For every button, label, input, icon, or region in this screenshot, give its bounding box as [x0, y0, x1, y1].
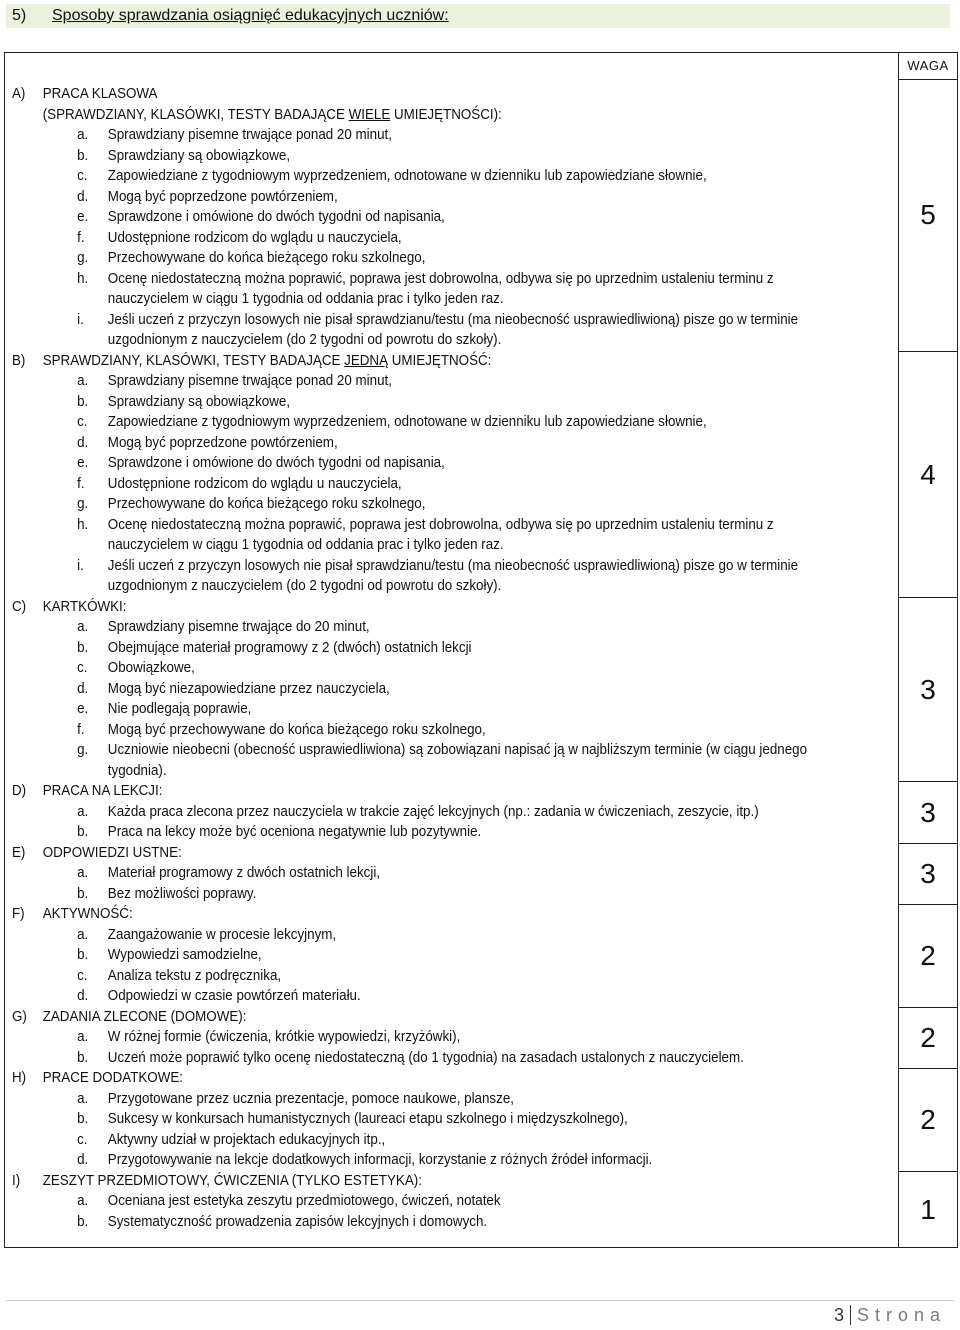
section-heading-text: [43, 597, 835, 618]
list-item-text: Mogą być poprzedzone powtórzeniem,: [107, 188, 338, 205]
weight-value: 2: [899, 1007, 957, 1070]
section-heading: [12, 84, 835, 105]
list-item-marker: a.: [77, 1029, 89, 1045]
list-item-marker: b.: [77, 947, 89, 963]
section-header: [6, 4, 950, 28]
page-number: 3: [834, 1305, 851, 1325]
list-item-marker: a.: [77, 1193, 89, 1209]
list-item: [12, 986, 835, 1007]
list-item-marker: i.: [77, 557, 84, 574]
list-item-marker: d.: [77, 434, 89, 451]
section-heading: [12, 1007, 835, 1028]
heading-segment: ZESZYT PRZEDMIOTOWY, ĆWICZENIA (TYLKO ESTETYKA):: [42, 1172, 422, 1189]
list-item-marker: i.: [77, 311, 84, 328]
list-item-text: Praca na lekcy może być oceniona negatywnie lub pozytywnie.: [107, 824, 482, 840]
list-item-text: Jeśli uczeń z przyczyn losowych nie pisał sprawdzianu/testu (ma nieobecność usprawiedliwioną) pisze go w terminie uzgodnionym z nauczycielem (do 2 tygodni od powrotu do szkoły).: [107, 311, 799, 348]
section-heading-text: [43, 351, 835, 372]
list-item-marker: f.: [77, 721, 85, 738]
list-item-text: Materiał programowy z dwóch ostatnich lekcji,: [107, 865, 381, 881]
list-item-marker: a.: [77, 803, 89, 820]
section-d: [12, 781, 835, 843]
list-item-text: Mogą być poprzedzone powtórzeniem,: [107, 434, 338, 451]
list-item-marker: a.: [77, 619, 89, 635]
list-item-text: W różnej formie (ćwiczenia, krótkie wypowiedzi, krzyżówki),: [107, 1029, 461, 1045]
list-item: [12, 720, 835, 741]
section-title: Sposoby sprawdzania osiągnięć edukacyjnych uczniów:: [52, 7, 449, 24]
section-f: [12, 904, 835, 1007]
section-heading-text: [43, 84, 835, 105]
heading-segment: AKTYWNOŚĆ:: [42, 906, 133, 922]
list-item-text: Nie podlegają poprawie,: [107, 701, 252, 717]
heading-segment: PRACE DODATKOWE:: [42, 1070, 183, 1086]
section-heading-text: [43, 1171, 835, 1192]
section-heading-text: [43, 1007, 835, 1028]
page-label: Strona: [856, 1305, 946, 1325]
list-item-text: Aktywny udział w projektach edukacyjnych itp.,: [107, 1131, 386, 1148]
weight-column: [898, 53, 957, 1247]
list-item-text: Przygotowywanie na lekcje dodatkowych informacji, korzystanie z różnych źródeł informacji.: [107, 1152, 653, 1168]
list-item-marker: a.: [77, 127, 89, 143]
list-item-marker: c.: [77, 168, 88, 184]
weight-value: 3: [899, 781, 957, 844]
list-item: [12, 1027, 835, 1048]
section-letter: C): [12, 598, 27, 615]
weight-value: 4: [899, 351, 957, 598]
list-item: [12, 925, 835, 946]
list-item-marker: b.: [77, 393, 89, 410]
list-item-marker: a.: [77, 373, 89, 389]
list-item: [12, 187, 835, 208]
list-item-marker: b.: [77, 1049, 89, 1066]
list-item-text: Uczeń może poprawić tylko ocenę niedostateczną (do 1 tygodnia) na zasadach ustalonych z nauczycielem.: [107, 1049, 744, 1066]
list-item-marker: e.: [77, 455, 89, 471]
list-item: [12, 453, 835, 474]
list-item-marker: d.: [77, 1152, 89, 1168]
list-item: [12, 679, 835, 700]
footer-divider: [6, 1300, 954, 1301]
list-item: [12, 207, 835, 228]
list-item-text: Zaangażowanie w procesie lekcyjnym,: [107, 926, 337, 943]
section-letter: [12, 105, 43, 126]
list-item-text: Oceniana jest estetyka zeszytu przedmiotowego, ćwiczeń, notatek: [107, 1193, 501, 1209]
list-item-text: Jeśli uczeń z przyczyn losowych nie pisał sprawdzianu/testu (ma nieobecność usprawiedliwioną) pisze go w terminie uzgodnionym z nauczycielem (do 2 tygodni od powrotu do szkoły).: [107, 557, 799, 594]
list-item-marker: c.: [77, 967, 88, 984]
list-item: [12, 802, 835, 823]
list-item: [12, 125, 835, 146]
list-item-text: Sprawdziany pisemne trwające do 20 minut,: [107, 619, 370, 635]
list-item: [12, 699, 835, 720]
list-item: [12, 1150, 835, 1171]
list-item: [12, 1109, 835, 1130]
list-item-marker: b.: [77, 824, 89, 840]
heading-segment: ODPOWIEDZI USTNE:: [42, 844, 182, 861]
section-heading-text: [43, 781, 835, 802]
list-item-text: Udostępnione rodzicom do wglądu u nauczyciela,: [107, 475, 402, 492]
list-item-marker: b.: [77, 639, 89, 656]
section-heading-text: [43, 904, 835, 925]
section-heading: [12, 1171, 835, 1192]
list-item-text: Odpowiedzi w czasie powtórzeń materiału.: [107, 988, 361, 1004]
list-item-marker: b.: [77, 885, 89, 902]
list-item-marker: a.: [77, 926, 89, 943]
emphasized-word: JEDNĄ: [344, 352, 389, 369]
list-item-text: Wypowiedzi samodzielne,: [107, 947, 262, 963]
list-item-marker: a.: [77, 865, 89, 881]
list-item: [12, 638, 835, 659]
list-item-marker: e.: [77, 209, 89, 225]
list-item: [12, 617, 835, 638]
list-item: [12, 146, 835, 167]
list-item-marker: g.: [77, 250, 89, 266]
list-item: [12, 863, 835, 884]
section-e: [12, 843, 835, 905]
list-item-marker: c.: [77, 660, 88, 676]
list-item-marker: a.: [77, 1090, 89, 1107]
section-heading-text: [43, 105, 835, 126]
list-item: [12, 556, 835, 597]
list-item: [12, 248, 835, 269]
list-item: [12, 1130, 835, 1151]
heading-segment: PRACA NA LEKCJI:: [42, 783, 163, 799]
list-item: [12, 228, 835, 249]
list-item-marker: f.: [77, 475, 85, 492]
list-item: [12, 740, 835, 781]
list-item-text: Obejmujące materiał programowy z 2 (dwóch) ostatnich lekcji: [107, 639, 472, 656]
list-item-text: Przechowywane do końca bieżącego roku szkolnego,: [107, 250, 426, 266]
list-item: [12, 1212, 835, 1233]
list-item-marker: c.: [77, 414, 88, 430]
list-item-text: Sprawdziany są obowiązkowe,: [107, 393, 291, 410]
weight-value: 3: [899, 597, 957, 783]
section-letter: A): [12, 86, 26, 102]
list-item-text: Przygotowane przez ucznia prezentacje, pomoce naukowe, plansze,: [107, 1090, 514, 1107]
list-item-text: Sukcesy w konkursach humanistycznych (laureaci etapu szkolnego i międzyszkolnego),: [107, 1111, 628, 1127]
heading-segment: KARTKÓWKI:: [42, 598, 127, 615]
list-item: [12, 166, 835, 187]
list-item-marker: d.: [77, 680, 89, 697]
list-item: [12, 966, 835, 987]
list-item-text: Systematyczność prowadzenia zapisów lekcyjnych i domowych.: [107, 1213, 488, 1230]
assessment-list: [12, 84, 835, 1232]
list-item: [12, 412, 835, 433]
list-item-text: Sprawdziany są obowiązkowe,: [107, 147, 291, 164]
list-item-text: Ocenę niedostateczną można poprawić, poprawa jest dobrowolna, odbywa się po uprzednim ustaleniu terminu z nauczycielem w ciągu 1 tygodnia od oddania prac i tylko jeden raz.: [107, 270, 774, 307]
section-heading: [12, 1068, 835, 1089]
list-item-marker: h.: [77, 516, 89, 533]
page-footer: [834, 1305, 946, 1326]
list-item: [12, 884, 835, 905]
list-item: [12, 371, 835, 392]
list-item: [12, 945, 835, 966]
list-item: [12, 392, 835, 413]
list-item-text: Sprawdziany pisemne trwające ponad 20 minut,: [107, 373, 392, 389]
list-item: [12, 433, 835, 454]
list-item: [12, 494, 835, 515]
list-item: [12, 269, 835, 310]
section-letter: E): [12, 844, 26, 861]
heading-segment: ZADANIA ZLECONE (DOMOWE):: [42, 1008, 247, 1025]
section-heading: [12, 781, 835, 802]
weight-value: 2: [899, 904, 957, 1008]
section-heading: [12, 597, 835, 618]
list-item: [12, 1048, 835, 1069]
weight-value: 3: [899, 843, 957, 906]
list-item-text: Uczniowie nieobecni (obecność usprawiedliwiona) są zobowiązani napisać ją w najbliższym terminie (w ciągu jednego tygodnia).: [107, 742, 808, 779]
list-item-marker: c.: [77, 1131, 88, 1148]
weight-value: 2: [899, 1068, 957, 1172]
section-g: [12, 1007, 835, 1069]
section-heading: [12, 351, 835, 372]
section-number: 5): [12, 7, 27, 24]
heading-segment: (SPRAWDZIANY, KLASÓWKI, TESTY BADAJĄCE: [42, 106, 349, 123]
list-item-marker: e.: [77, 701, 89, 717]
list-item-marker: b.: [77, 1213, 89, 1230]
list-item-text: Mogą być niezapowiedziane przez nauczyciela,: [107, 680, 390, 697]
list-item-text: Sprawdzone i omówione do dwóch tygodni od napisania,: [107, 455, 445, 471]
weight-column-header: WAGA: [899, 53, 957, 80]
list-item-text: Zapowiedziane z tygodniowym wyprzedzeniem, odnotowane w dzienniku lub zapowiedziane słownie,: [107, 414, 707, 430]
list-item-text: Ocenę niedostateczną można poprawić, poprawa jest dobrowolna, odbywa się po uprzednim ustaleniu terminu z nauczycielem w ciągu 1 tygodnia od oddania prac i tylko jeden raz.: [107, 516, 774, 553]
section-i: [12, 1171, 835, 1233]
section-heading: [12, 843, 835, 864]
heading-segment: PRACA KLASOWA: [42, 86, 158, 102]
list-item: [12, 310, 835, 351]
list-item-text: Analiza tekstu z podręcznika,: [107, 967, 282, 984]
weight-value: 5: [920, 199, 936, 231]
list-item-text: Bez możliwości poprawy.: [107, 885, 257, 902]
list-item-marker: f.: [77, 229, 85, 246]
section-letter: F): [12, 906, 25, 922]
section-h: [12, 1068, 835, 1171]
list-item-text: Zapowiedziane z tygodniowym wyprzedzeniem, odnotowane w dzienniku lub zapowiedziane słownie,: [107, 168, 707, 184]
list-item-marker: g.: [77, 742, 89, 758]
section-a: [12, 84, 835, 351]
list-item-marker: d.: [77, 188, 89, 205]
section-heading-text: [43, 843, 835, 864]
list-item-text: Każda praca zlecona przez nauczyciela w trakcie zajęć lekcyjnych (np.: zadania w ćwiczeniach, zeszycie, itp.): [107, 803, 759, 820]
list-item-text: Mogą być przechowywane do końca bieżącego roku szkolnego,: [107, 721, 486, 738]
list-item-text: Obowiązkowe,: [107, 660, 195, 676]
list-item: [12, 1089, 835, 1110]
list-item-marker: b.: [77, 147, 89, 164]
list-item: [12, 822, 835, 843]
list-item-marker: b.: [77, 1111, 89, 1127]
emphasized-word: WIELE: [348, 106, 391, 123]
list-item-text: Przechowywane do końca bieżącego roku szkolnego,: [107, 496, 426, 512]
list-item-marker: h.: [77, 270, 89, 287]
section-letter: B): [12, 352, 26, 369]
heading-segment: SPRAWDZIANY, KLASÓWKI, TESTY BADAJĄCE: [42, 352, 345, 369]
section-heading-text: [43, 1068, 835, 1089]
section-letter: H): [12, 1070, 27, 1086]
heading-segment: UMIEJĘTNOŚCI):: [390, 106, 502, 123]
list-item-text: Sprawdzone i omówione do dwóch tygodni od napisania,: [107, 209, 445, 225]
list-item-text: Sprawdziany pisemne trwające ponad 20 minut,: [107, 127, 392, 143]
section-letter: I): [12, 1172, 21, 1189]
list-item-marker: d.: [77, 988, 89, 1004]
section-b: [12, 351, 835, 597]
list-item-marker: g.: [77, 496, 89, 512]
list-item: [12, 658, 835, 679]
section-c: [12, 597, 835, 782]
list-item: [12, 515, 835, 556]
section-letter: D): [12, 783, 27, 799]
weight-value: 1: [899, 1171, 957, 1249]
list-item: [12, 474, 835, 495]
list-item-text: Udostępnione rodzicom do wglądu u nauczyciela,: [107, 229, 402, 246]
section-letter: G): [12, 1008, 27, 1025]
list-item: [12, 1191, 835, 1212]
heading-segment: UMIEJĘTNOŚĆ:: [388, 352, 492, 369]
section-heading: [12, 904, 835, 925]
section-heading: [12, 105, 835, 126]
